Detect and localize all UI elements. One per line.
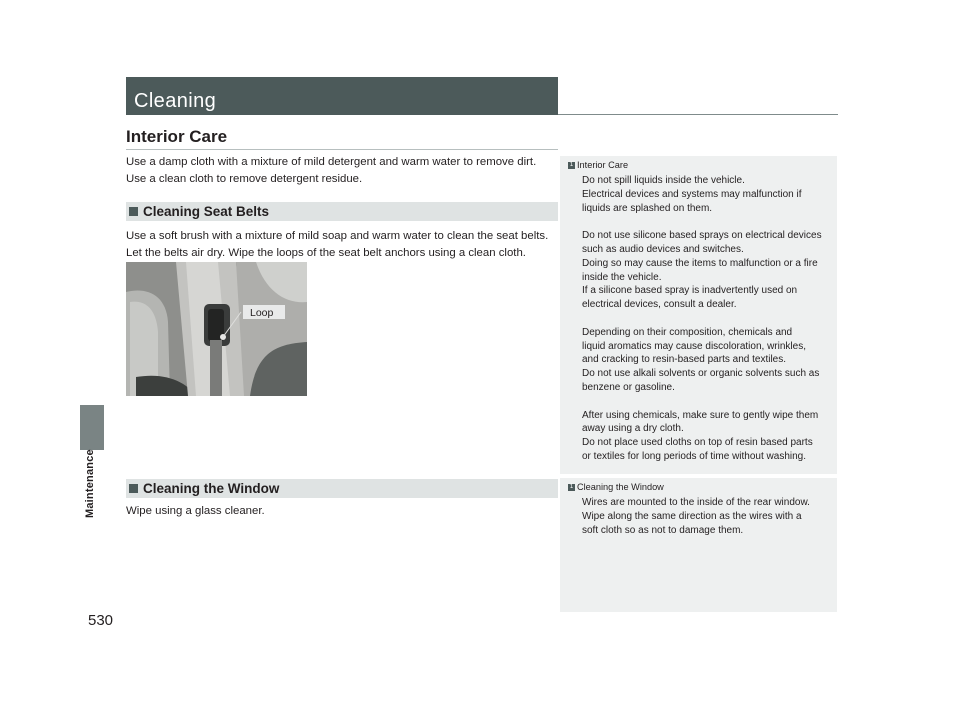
note-icon: 1 xyxy=(569,483,574,490)
note-line: such as audio devices and switches. xyxy=(582,243,744,255)
note-cleaning-window-body xyxy=(568,496,827,537)
note-line: away using a dry cloth. xyxy=(582,423,684,435)
section-square-icon xyxy=(129,207,138,216)
loop-callout-label: Loop xyxy=(250,307,274,319)
note-line: After using chemicals, make sure to gently wipe them xyxy=(582,409,819,421)
note-icon: 1 xyxy=(569,161,574,168)
note-line: electrical devices, consult a dealer. xyxy=(582,299,737,311)
note-gap xyxy=(582,395,827,409)
note-line: benzene or gasoline. xyxy=(582,381,675,393)
note-line: Wipe along the same direction as the wires with a xyxy=(582,510,802,522)
note-cleaning-window-title: Cleaning the Window xyxy=(577,482,664,492)
note-interior-care-body xyxy=(568,174,827,464)
note-line: Doing so may cause the items to malfunction or a fire xyxy=(582,257,818,269)
seat-belts-line-2: Let the belts air dry. Wipe the loops of the seat belt anchors using a clean cloth. xyxy=(126,246,526,259)
note-line: inside the vehicle. xyxy=(582,271,662,283)
note-line: Wires are mounted to the inside of the rear window. xyxy=(582,497,810,508)
note-line: Do not place used cloths on top of resin based parts xyxy=(582,437,813,449)
intro-line-2: Use a clean cloth to remove detergent residue. xyxy=(126,172,363,185)
seat-belts-paragraph xyxy=(126,228,566,261)
section-square-icon xyxy=(129,484,138,493)
note-gap xyxy=(582,215,827,229)
note-line: If a silicone based spray is inadvertently used on xyxy=(582,285,798,297)
note-line: Do not spill liquids inside the vehicle. xyxy=(582,175,745,186)
note-line: liquid aromatics may cause discoloration, wrinkles, xyxy=(582,340,806,352)
note-line: Electrical devices and systems may malfunction if xyxy=(582,188,802,200)
section-tab-label: Maintenance xyxy=(84,449,96,518)
seat-belt-anchor-svg xyxy=(126,262,307,396)
note-cleaning-window-header xyxy=(568,482,827,492)
note-interior-care-header xyxy=(568,160,827,170)
note-gap xyxy=(582,312,827,326)
window-paragraph: Wipe using a glass cleaner. xyxy=(126,505,265,517)
heading-rule xyxy=(126,149,558,150)
note-line: soft cloth so as not to damage them. xyxy=(582,524,744,536)
intro-paragraph xyxy=(126,154,566,187)
subsection-window xyxy=(126,479,558,498)
intro-line-1: Use a damp cloth with a mixture of mild detergent and warm water to remove dirt. xyxy=(126,156,537,168)
note-line: Do not use silicone based sprays on electrical devices xyxy=(582,230,822,242)
note-interior-care xyxy=(560,156,837,474)
seat-belts-line-1: Use a soft brush with a mixture of mild soap and warm water to clean the seat belts. xyxy=(126,230,549,242)
note-line: Depending on their composition, chemicals and xyxy=(582,326,793,338)
page-number: 530 xyxy=(88,612,114,629)
note-line: Do not use alkali solvents or organic solvents such as xyxy=(582,368,820,380)
title-rule xyxy=(558,114,838,115)
note-line: or textiles for long periods of time without washing. xyxy=(582,450,806,462)
note-interior-care-title: Interior Care xyxy=(577,160,629,170)
page-title-text: Cleaning xyxy=(134,90,217,112)
seat-belt-anchor-illustration xyxy=(126,262,307,396)
subsection-seat-belts-title: Cleaning Seat Belts xyxy=(143,204,270,219)
page-title xyxy=(126,77,558,115)
note-line: liquids are splashed on them. xyxy=(582,202,713,214)
note-cleaning-window xyxy=(560,478,837,612)
subsection-window-title: Cleaning the Window xyxy=(143,481,280,496)
subsection-seat-belts xyxy=(126,202,558,221)
section-heading: Interior Care xyxy=(126,127,228,146)
note-line: and cracking to resin-based parts and textiles. xyxy=(582,354,786,366)
